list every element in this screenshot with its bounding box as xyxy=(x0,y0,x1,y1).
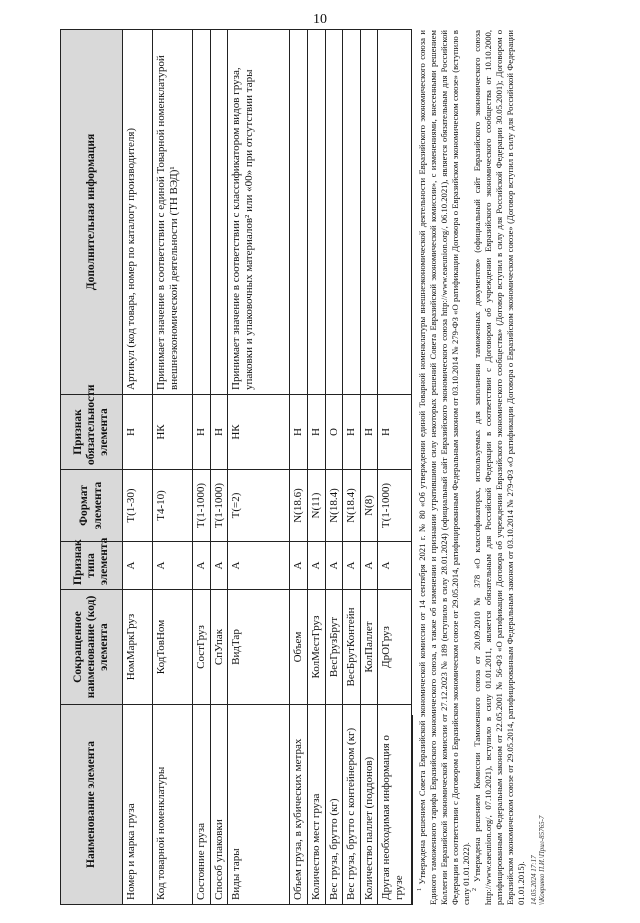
table-cell: Н xyxy=(343,395,361,470)
table-cell: Объем груза, в кубических метрах xyxy=(290,705,308,905)
table-cell: Количество паллет (поддонов) xyxy=(360,705,378,905)
table-cell: Н xyxy=(307,395,325,470)
table-cell: Н xyxy=(210,395,228,470)
table-cell: Принимает значение в соответствии с классификатором видов груза, упаковки и упаковочных материалов² или «00» при отсутствии тары xyxy=(228,30,290,395)
table-cell xyxy=(193,30,211,395)
table-cell: N(11) xyxy=(307,470,325,542)
table-cell: О xyxy=(325,395,343,470)
table-cell: Объем xyxy=(290,590,308,705)
table-cell: Номер и марка груза xyxy=(123,705,153,905)
table-cell: Виды тары xyxy=(228,705,290,905)
column-header: Формат элемента xyxy=(61,470,123,542)
table-cell: Т(1-30) xyxy=(123,470,153,542)
column-header: Сокращенное наименование (код) элемента xyxy=(61,590,123,705)
document-stamp: 14.05.2024 17:17 \\Ковривко П.И.\Прил-85765-7 xyxy=(530,815,547,905)
table-cell: Артикул (код товара, номер по каталогу производителя) xyxy=(123,30,153,395)
table-cell: А xyxy=(153,542,193,590)
table-cell: КолПаллет xyxy=(360,590,378,705)
footnote-1: $^1$ Утверждена решением Совета Евразийской экономической комиссии от 14 сентября 2021 г. № 80 «Об утверждении единой Товарной номенклатуры внешнеэкономической деятельности Евразийского экономического союза и Единого таможенного тарифа Евразийского экономического союза, а также об изменении и признании утратившими силу некоторых решений Совета Евразийской экономической комиссии», с изменениями, внесенными решением Коллегии Евразийской экономической комиссии от 27.12.2023 № 189 (вступило в силу 28.01.2024) (официальный сайт Евразийского экономического союза http://www.eaeunion.org/, 06.10.2021), является обязательным для Российской Федерации в соответствии с Договором о Евразийском экономическом союзе от 29.05.2014, ратифицированным Федеральным законом от 03.10.2014 № 279-ФЗ «О ратификации Договора о Евразийском экономическом союзе» (вступило в силу 01.01.2022). xyxy=(417,30,471,905)
table-cell: Другая необходимая информация о грузе xyxy=(378,705,412,905)
table-row xyxy=(123,30,153,905)
table-cell: А xyxy=(378,542,412,590)
column-header: Признак обязательности элемента xyxy=(61,395,123,470)
table-cell: А xyxy=(193,542,211,590)
column-header: Дополнительная информация xyxy=(61,30,123,395)
table-cell: Н xyxy=(290,395,308,470)
table-cell: КодТовНом xyxy=(153,590,193,705)
table-cell xyxy=(343,30,361,395)
table-cell: N(18.4) xyxy=(343,470,361,542)
table-cell: Код товарной номенклатуры xyxy=(153,705,193,905)
table-cell: Т(1-1000) xyxy=(210,470,228,542)
table-cell: ВидТар xyxy=(228,590,290,705)
table-cell: N(18.4) xyxy=(325,470,343,542)
table-cell: Способ упаковки xyxy=(210,705,228,905)
table-cell: А xyxy=(123,542,153,590)
table-cell: Т(=2) xyxy=(228,470,290,542)
table-cell: Т4-10) xyxy=(153,470,193,542)
table-cell: Н xyxy=(123,395,153,470)
page-number: 10 xyxy=(313,12,327,27)
table-cell xyxy=(360,30,378,395)
footnote-2: $^2$ Утверждена решением Комиссии Таможенного союза от 20.09.2010 № 378 «О классификаторах, используемых для заполнения таможенных документов» (официальный сайт Евразийского экономического союза http://www.eaeunion.org/, 07.10.2021), вступило в силу 01.01.2011, является обязательным для Российской Федерации в соответствии с Договором об учреждении Евразийского экономического сообщества от 10.10.2000, ратифицированным Федеральным законом от 22.05.2001 № 56-ФЗ «О ратификации Договора об учреждении Евразийского экономического сообщества» (Договор вступил в силу для Российской Федерации 30.05.2001); Договором о Евразийском экономическом союзе от 29.05.2014, ратифицированным Федеральным законом от 03.10.2014 № 279-ФЗ «О ратификации Договора о Евразийском экономическом союзе» (Договор вступил в силу для Российской Федерации 01.01.2015). xyxy=(472,29,526,905)
table-cell: Н xyxy=(193,395,211,470)
table-cell: ДрОГруз xyxy=(378,590,412,705)
elements-table xyxy=(60,29,412,905)
table-cell: N(18.6) xyxy=(290,470,308,542)
table-cell: Вес груза, брутто (кг) xyxy=(325,705,343,905)
table-cell: А xyxy=(290,542,308,590)
table-cell xyxy=(307,30,325,395)
table-cell: N(8) xyxy=(360,470,378,542)
table-cell: А xyxy=(228,542,290,590)
rotated-page-content xyxy=(60,30,600,905)
table-cell: КолМестГруз xyxy=(307,590,325,705)
table-cell: Н xyxy=(360,395,378,470)
table-row xyxy=(343,30,361,905)
table-cell: Т(1-1000) xyxy=(193,470,211,542)
table-cell: Т(1-1000) xyxy=(378,470,412,542)
table-row xyxy=(307,30,325,905)
table-cell xyxy=(325,30,343,395)
table-cell: А xyxy=(210,542,228,590)
table-cell: А xyxy=(325,542,343,590)
table-row xyxy=(210,30,228,905)
table-cell: Количество мест груза xyxy=(307,705,325,905)
column-header: Признак типа элемента xyxy=(61,542,123,590)
table-cell: СостГруз xyxy=(193,590,211,705)
table-row xyxy=(193,30,211,905)
table-cell: А xyxy=(343,542,361,590)
table-cell: Вес груза, брутто с контейнером (кг) xyxy=(343,705,361,905)
table-header-row xyxy=(61,30,123,905)
table-cell: Принимает значение в соответствии с единой Товарной номенклатурой внешнеэкономической деятельности (ТН ВЭД)¹ xyxy=(153,30,193,395)
table-row xyxy=(325,30,343,905)
table-cell: А xyxy=(307,542,325,590)
table-cell xyxy=(378,30,412,395)
table-cell: ВесГрузБрут xyxy=(325,590,343,705)
table-cell: НК xyxy=(153,395,193,470)
column-header: Наименование элемента xyxy=(61,705,123,905)
table-row xyxy=(378,30,412,905)
table-cell xyxy=(210,30,228,395)
table-cell: А xyxy=(360,542,378,590)
table-cell: НомМаркГруз xyxy=(123,590,153,705)
table-cell: СпУпак xyxy=(210,590,228,705)
table-row xyxy=(228,30,290,905)
footnotes xyxy=(412,30,547,905)
table-cell: ВесБрутКонтейн xyxy=(343,590,361,705)
footnote-divider xyxy=(412,715,413,905)
table-cell: Н xyxy=(378,395,412,470)
table-row xyxy=(290,30,308,905)
table-cell xyxy=(290,30,308,395)
table-cell: НК xyxy=(228,395,290,470)
table-row xyxy=(153,30,193,905)
table-cell: Состояние груза xyxy=(193,705,211,905)
table-row xyxy=(360,30,378,905)
